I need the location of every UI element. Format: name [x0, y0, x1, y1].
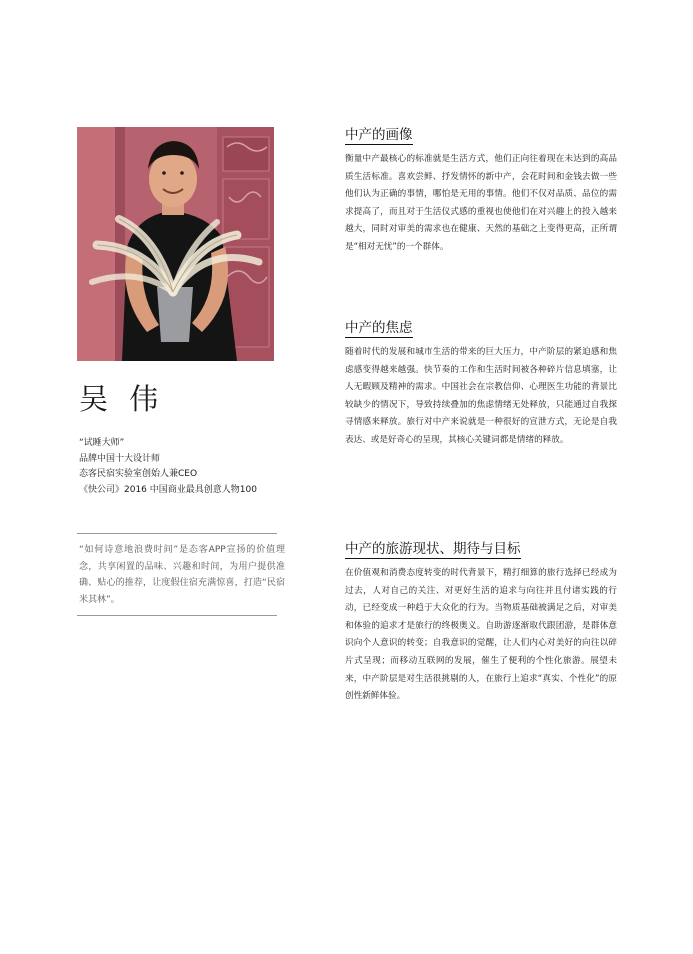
- section-anxiety: [345, 317, 617, 450]
- section-heading: 中产的旅游现状、期待与目标: [345, 541, 521, 557]
- section-travel: [345, 538, 617, 706]
- section-body: 衡量中产最核心的标准就是生活方式，他们正向往着现在未达到的高品质生活标准。喜欢尝鲜、抒发情怀的新中产，会花时间和金钱去做一些他们认为正确的事情，哪怕是无用的事情。他们不仅对品质、品位的需求提高了，而且对于生活仪式感的重视也使他们在对兴趣上的投入越来越大，同时对审美的需求也在健康、天然的基础之上变得更高，正所谓是“相对无忧”的一个群体。: [345, 154, 617, 252]
- portrait-illustration: [77, 127, 274, 361]
- section-body: 随着时代的发展和城市生活的带来的巨大压力，中产阶层的紧迫感和焦虑感变得越来越强。快节奏的工作和生活时间被各种碎片信息填塞，让人无暇顾及精神的需求。中国社会在宗教信仰、心理医生功能的背景比较缺少的情况下，导致持续叠加的焦虑情绪无处释放，只能通过自我探寻情感来释放。旅行对中产来说就是一种很好的宣泄方式，无论是自我表达、或是好奇心的呈现，其核心关键词都是情绪的释放。: [345, 347, 617, 445]
- quote-text: “如何诗意地浪费时间”是态客APP宣扬的价值理念，共享闲置的品味、兴趣和时间，为用户提供准确、贴心的推荐，让度假住宿充满惊喜，打造“民宿米其林”。: [79, 545, 285, 605]
- person-name: 吴 伟: [79, 382, 165, 416]
- section-heading: 中产的焦虑: [345, 320, 413, 336]
- title-line: “试睡大师”: [79, 438, 125, 448]
- section-body: 在价值观和消费态度转变的时代背景下，精打细算的旅行选择已经成为过去，人对自己的关注、对更好生活的追求与向往并且付诸实践的行动，已经变成一种趋于大众化的行为。当物质基础被满足之后，对审美和体验的追求才是旅行的终极奥义。自助游逐渐取代跟团游，是群体意识向个人意识的转变；自我意识的觉醒，让人们内心对美好的向往以碎片式呈现；而移动互联网的发展，催生了便利的个性化旅游。展望未来，中产阶层是对生活很挑剔的人，在旅行上追求“真实、个性化”的原创性新鲜体验。: [345, 568, 617, 702]
- title-line: 《快公司》2016 中国商业最具创意人物100: [79, 484, 257, 495]
- person-titles: [79, 436, 257, 498]
- title-line: 态客民宿实验室创始人兼CEO: [79, 469, 198, 479]
- section-portrait: [345, 124, 617, 257]
- section-heading: 中产的画像: [345, 127, 413, 143]
- title-line: 品牌中国十大设计师: [79, 453, 161, 464]
- portrait-photo: [77, 127, 274, 361]
- quote-block: [77, 533, 285, 616]
